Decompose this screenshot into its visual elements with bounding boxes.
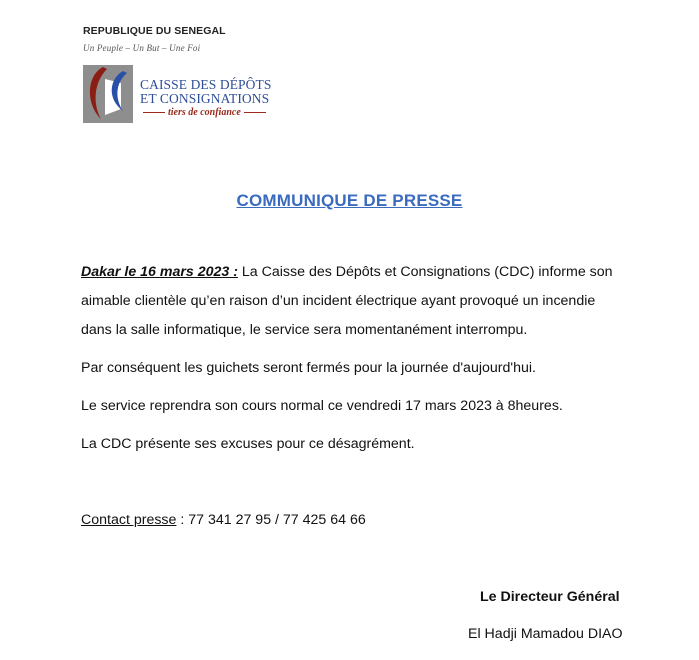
country-heading: REPUBLIQUE DU SENEGAL [83, 25, 226, 37]
press-contact [81, 506, 366, 535]
tagline-rule-right [244, 112, 266, 113]
logo-line-2: ET CONSIGNATIONS [140, 91, 270, 106]
signatory-title: Le Directeur Général [480, 589, 620, 605]
paragraph-resumption: Le service reprendra son cours normal ce vendredi 17 mars 2023 à 8heures. [81, 398, 563, 414]
tagline-rule-left [143, 112, 165, 113]
tagline-text: tiers de confiance [168, 107, 241, 118]
dateline: Dakar le 16 mars 2023 : [81, 264, 238, 280]
cdc-logo-mark-icon [83, 65, 133, 123]
document-title: COMMUNIQUE DE PRESSE [236, 191, 463, 210]
national-motto: Un Peuple – Un But – Une Foi [83, 43, 201, 53]
paragraph-closure: Par conséquent les guichets seront fermés pour la journée d'aujourd'hui. [81, 360, 536, 376]
logo-tagline [140, 107, 269, 118]
paragraph-announcement [81, 258, 621, 345]
announcement-body: La Caisse des Dépôts et Consignations (CDC) informe son aimable clientèle qu’en raison d’un incident électrique ayant provoqué un incendie dans la salle informatique, le service sera momentanément interrompu. [81, 264, 613, 338]
contact-phones: 77 341 27 95 / 77 425 64 66 [188, 512, 366, 528]
contact-separator: : [176, 512, 189, 528]
contact-label: Contact presse [81, 512, 177, 528]
logo-line-1: CAISSE DES DÉPÔTS [140, 77, 272, 92]
paragraph-apology: La CDC présente ses excuses pour ce désagrément. [81, 436, 415, 452]
signatory-name: El Hadji Mamadou DIAO [468, 626, 623, 642]
cdc-logo [83, 65, 283, 125]
cdc-logo-wordmark [140, 78, 271, 106]
